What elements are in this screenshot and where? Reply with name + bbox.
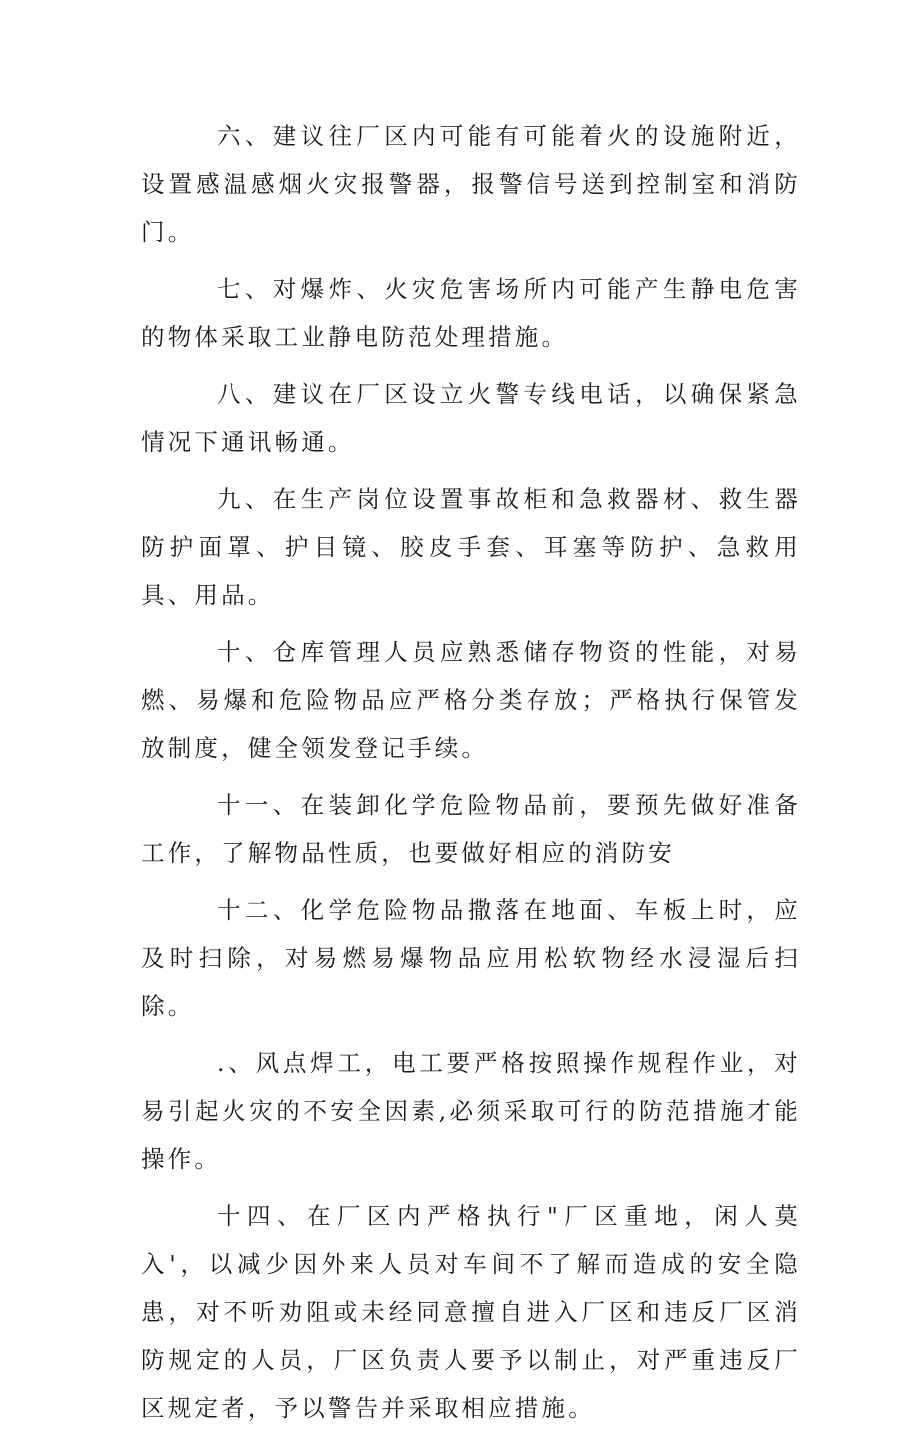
paragraph-13: .、风点焊工，电工要严格按照操作规程作业，对易引起火灾的不安全因素,必须采取可行的防范措施才能操作。: [141, 1049, 801, 1173]
document-body: [141, 112, 801, 1441]
paragraph-7: 七、对爆炸、火灾危害场所内可能产生静电危害的物体采取工业静电防范处理措施。: [141, 275, 801, 351]
paragraph-10: 十、仓库管理人员应熟悉储存物资的性能，对易燃、易爆和危险物品应严格分类存放；严格执行保管发放制度，健全领发登记手续。: [141, 638, 801, 762]
paragraph-6: 六、建议往厂区内可能有可能着火的设施附近，设置感温感烟火灾报警器，报警信号送到控制室和消防门。: [141, 122, 801, 246]
paragraph-14: 十四、在厂区内严格执行"厂区重地，闲人莫入'，以减少因外来人员对车间不了解而造成的安全隐患，对不听劝阻或未经同意擅自进入厂区和违反厂区消防规定的人员，厂区负责人要予以制止，对严重违反厂区规定者，予以警告并采取相应措施。: [141, 1202, 801, 1422]
paragraph-9: 九、在生产岗位设置事故柜和急救器材、救生器防护面罩、护目镜、胶皮手套、耳塞等防护、急救用具、用品。: [141, 485, 801, 609]
paragraph-8: 八、建议在厂区设立火警专线电话，以确保紧急情况下通讯畅通。: [141, 380, 801, 456]
paragraph-11: 十一、在装卸化学危险物品前，要预先做好准备工作，了解物品性质，也要做好相应的消防安: [141, 791, 801, 867]
paragraph-12: 十二、化学危险物品撒落在地面、车板上时，应及时扫除，对易燃易爆物品应用松软物经水浸湿后扫除。: [141, 896, 801, 1020]
